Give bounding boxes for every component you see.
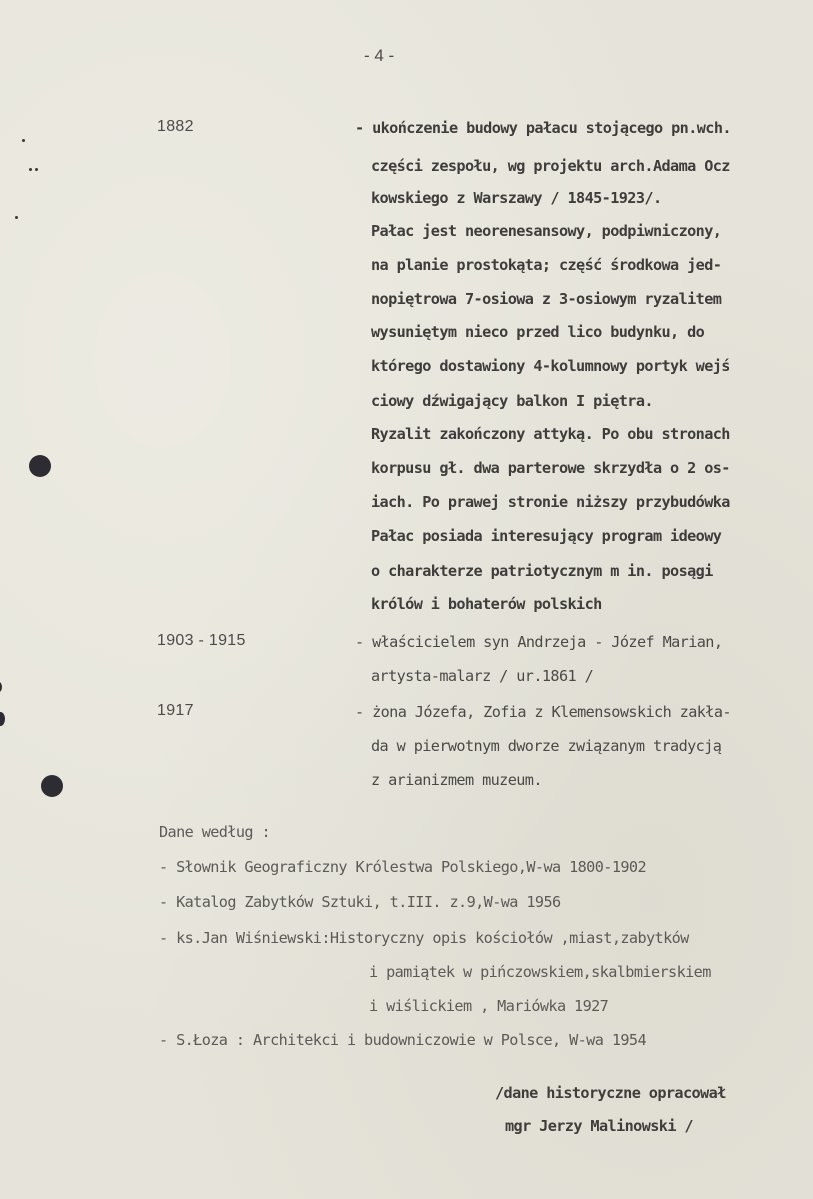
entry-text-line: na planie prostokąta; część środkowa jed- <box>371 256 722 274</box>
punch-hole-top <box>29 455 51 477</box>
entry-year: 1917 <box>157 702 194 719</box>
entry-text-line: da w pierwotnym dworze związanym tradycją <box>371 737 722 755</box>
entry-text-line: artysta-malarz / ur.1861 / <box>371 667 594 685</box>
entry-text-line: części zespołu, wg projektu arch.Adama Ocz <box>371 157 730 175</box>
sources-heading: Dane według : <box>159 823 271 841</box>
signature-line-1: /dane historyczne opracował <box>495 1084 726 1102</box>
source-item-continuation: i wiślickiem , Mariówka 1927 <box>369 997 609 1015</box>
entry-text-line: nopiętrowa 7-osiowa z 3-osiowym ryzalitem <box>371 290 722 308</box>
entry-text-line: kowskiego z Warszawy / 1845-1923/. <box>371 189 662 207</box>
source-item: - ks.Jan Wiśniewski:Historyczny opis kościołów ,miast,zabytków <box>159 929 689 947</box>
entry-text-line: - właścicielem syn Andrzeja - Józef Marian, <box>355 633 723 651</box>
source-item: - Katalog Zabytków Sztuki, t.III. z.9,W-wa 1956 <box>159 893 561 911</box>
entry-text-line: iach. Po prawej stronie niższy przybudówka <box>371 493 730 511</box>
entry-text-line: Ryzalit zakończony attyką. Po obu stronach <box>371 425 730 443</box>
ink-speck <box>22 139 25 142</box>
entry-text-line: o charakterze patriotycznym m in. posągi <box>371 562 713 580</box>
entry-text-line: Pałac posiada interesujący program ideowy <box>371 527 722 545</box>
entry-text-line: królów i bohaterów polskich <box>371 595 602 613</box>
entry-text-line: - żona Józefa, Zofia z Klemensowskich zakła- <box>355 703 731 721</box>
entry-year: 1882 <box>157 118 194 135</box>
entry-text-line: korpusu gł. dwa parterowe skrzydła o 2 os- <box>371 459 730 477</box>
page-number: - 4 - <box>364 46 395 65</box>
entry-year: 1903 - 1915 <box>157 632 246 649</box>
entry-text-line: Pałac jest neorenesansowy, podpiwniczony, <box>371 222 722 240</box>
entry-text-line: którego dostawiony 4-kolumnowy portyk wejś <box>371 357 730 375</box>
ink-speck <box>35 168 38 171</box>
source-item: - S.Łoza : Architekci i budowniczowie w Polsce, W-wa 1954 <box>159 1031 646 1049</box>
punch-hole-bottom <box>41 775 63 797</box>
edge-mark <box>0 712 5 726</box>
entry-text-line: wysuniętym nieco przed lico budynku, do <box>371 323 705 341</box>
source-item-continuation: i pamiątek w pińczowskiem,skalbmierskiem <box>369 963 711 981</box>
ink-speck <box>15 216 18 219</box>
ink-speck <box>29 168 32 171</box>
entry-text-line: z arianizmem muzeum. <box>371 771 542 789</box>
entry-text-line: ciowy dźwigający balkon I piętra. <box>371 392 653 410</box>
entry-text-line: - ukończenie budowy pałacu stojącego pn.wch. <box>355 119 731 137</box>
source-item: - Słownik Geograficzny Królestwa Polskiego,W-wa 1800-1902 <box>159 858 646 876</box>
edge-mark <box>0 682 2 692</box>
signature-line-2: mgr Jerzy Malinowski / <box>505 1117 693 1135</box>
